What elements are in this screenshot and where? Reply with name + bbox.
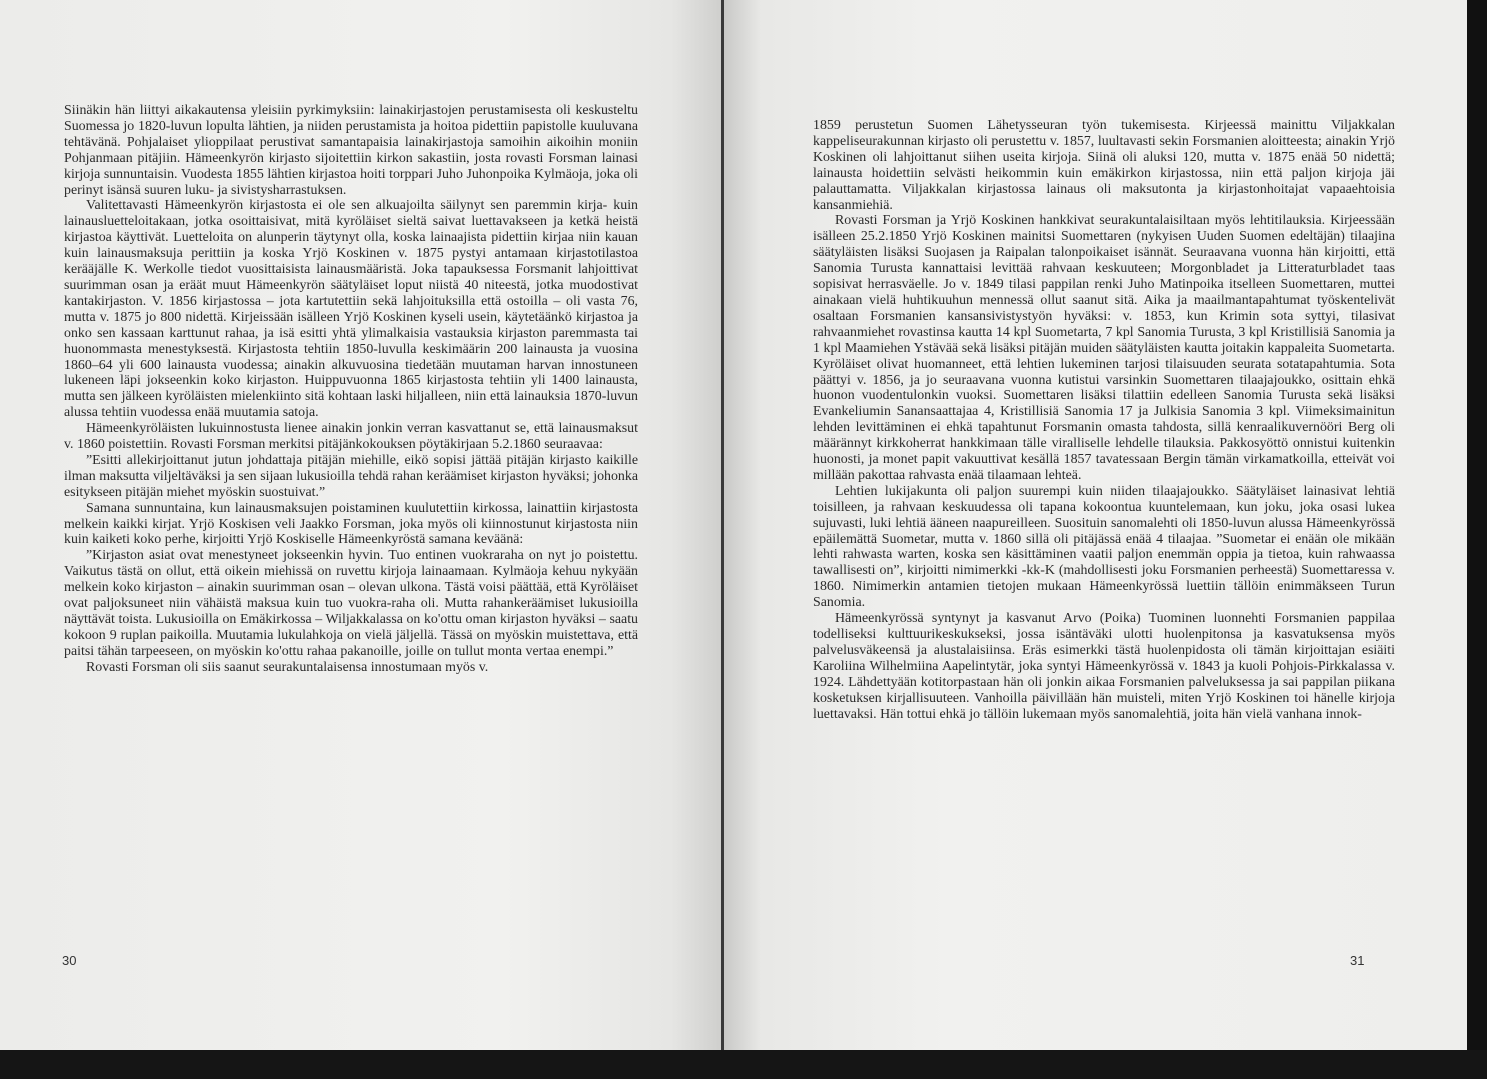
quote-paragraph: ”Esitti allekirjoittanut jutun johdattaja pitäjän miehille, eikö sopisi jättää pitäjän kirjasto kaikille ilman maksutta viljeltäväksi ja sen sijaan lukusioilla tehdä rahan keräämiset kirjaston hyväksi; johonka esitykseen pitäjän miehet myöskin suostuivat.” xyxy=(64,452,638,500)
page-number-right: 31 xyxy=(1350,953,1365,968)
paragraph: Valitettavasti Hämeenkyrön kirjastosta ei ole sen alkuajoilta säilynyt sen paremmin kirja- kuin lainausluetteloitakaan, jotka osoittaisivat, mitä kyröläiset sieltä saivat luettavakseen ja ketkä heistä kirjastoa käyttivät. Luetteloita on alunperin täytynyt olla, koska lainaajista pidettiin kirjaa niin kauan kuin lainausmaksuja perittiin ja koska Yrjö Koskinen v. 1875 pystyi antamaan kirjastotilastoa kerääjälle K. Werkolle tiedot vuosittaisista lainausmääristä. Joka tapauksessa Forsmanit lahjoittivat suurimman osan ja eräät muut Hämeenkyrön säätyläiset loput niistä 40 niteestä, jotka muodostivat kantakirjaston. V. 1856 kirjastossa – jota kartutettiin sekä lahjoituksilla että ostoilla – oli vasta 76, mutta v. 1875 jo 800 nidettä. Kirjeissään isälleen Yrjö Koskinen kyseli usein, käytetäänkö kirjastoa ja onko sen kassaan karttunut rahaa, ja isä esitti yhtä ylimalkaisia vastauksia kirjaston paremmasta tai huonommasta menestyksestä. Kirjastosta tehtiin 1850-luvulla keskimäärin 200 lainausta ja vuosina 1860–64 yli 600 lainausta vuodessa; ainakin alkuvuosina tiedetään muutaman harvan innostuneen lukeneen läpi jokseenkin koko kirjaston. Huippuvuonna 1865 kirjastosta tehtiin yli 1400 lainausta, mutta sen jälkeen kyröläisten mielenkiinto sitä kohtaan laski hiljalleen, niin että lainauksia 1870-luvun alussa tehtiin vuodessa enää muutamia satoja. xyxy=(64,198,638,421)
paragraph: 1859 perustetun Suomen Lähetysseuran työn tukemisesta. Kirjeessä mainittu Viljakkalan kappeliseurakunnan kirjasto oli perustettu v. 1857, luultavasti sekin Forsmanien aloitteesta; ainakin Yrjö Koskinen oli lahjoittanut siihen useita kirjoja. Siinä oli aluksi 120, mutta v. 1875 enää 50 nidettä; lainausta hoidettiin selvästi heikommin kuin emäkirkon kirjastossa, niin että paljon kirjoja jäi palauttamatta. Viljakkalan kirjastossa lainaus oli maksutonta ja kirjastonhoitajat vapaaehtoisia kansanmiehiä. xyxy=(813,118,1395,213)
paragraph: Hämeenkyröläisten lukuinnostusta lienee ainakin jonkin verran kasvattanut se, että lainausmaksut v. 1860 poistettiin. Rovasti Forsman merkitsi pitäjänkokouksen pöytäkirjaan 5.2.1860 seuraavaa: xyxy=(64,421,638,453)
right-page-text xyxy=(813,118,1395,722)
paragraph: Siinäkin hän liittyi aikakautensa yleisiin pyrkimyksiin: lainakirjastojen perustamisesta oli keskusteltu Suomessa jo 1820-luvun lopulta lähtien, ja niiden perustamista ja hoitoa pidettiin papistolle kuuluvana tehtävänä. Pohjalaiset ylioppilaat perustivat samantapaisia lainakirjastoja samoihin aikoihin moniin Pohjanmaan pitäjiin. Hämeenkyrön kirjasto sijoitettiin kirkon sakastiin, josta rovasti Forsman lainasi kirjoja sunnuntaisin. Vuodesta 1855 lähtien kirjastoa hoiti torppari Juho Juhonpoika Kylmäoja, joka oli perinyt isänsä suuren luku- ja sivistysharrastuksen. xyxy=(64,103,638,198)
scan-background-right xyxy=(1467,0,1487,1079)
left-page-text xyxy=(64,103,638,676)
right-page xyxy=(724,0,1467,1050)
scan-background-bottom xyxy=(0,1050,1487,1079)
page-number-left: 30 xyxy=(62,953,77,968)
paragraph: Rovasti Forsman ja Yrjö Koskinen hankkivat seurakuntalaisiltaan myös lehtitilauksia. Kirjeessään isälleen 25.2.1850 Yrjö Koskinen mainitsi Suomettaren (nykyisen Uuden Suomen edeltäjän) tilaajina säätyläisten lisäksi Suojasen ja Raipalan talonpoikaiset isännät. Seuraavana vuonna hän kirjoitti, että Sanomia Turusta kannattaisi levittää rahvaan keskuuteen; Morgonbladet ja Litteraturbladet taas sopisivat herrasväelle. Jo v. 1849 tilasi pappilan renki Juho Matinpoika itselleen Suomettaren, muttei ainakaan vielä huhtikuuhun mennessä ollut saanut sitä. Aika ja maailmantapahtumat työskentelivät osaltaan Forsmanien kansansivistystyön hyväksi: v. 1853, kun Krimin sota syttyi, tilasivat rahvaanmiehet rovastinsa kautta 14 kpl Suometarta, 7 kpl Sanomia Turusta, 3 kpl Kristillisiä Sanomia ja 1 kpl Maamiehen Ystävää sekä lisäksi pitäjän muiden säätyläisten kautta joitakin kappaleita Suometarta. Kyröläiset olivat huomanneet, että lehtien lukeminen tarjosi tilaisuuden seurata sotatapahtumia. Sota päättyi v. 1856, ja jo seuraavana vuonna kutistui varsinkin Suomettaren tilaajajoukko, osittain ehkä huonon vuodentulonkin vuoksi. Suomettaren lisäksi tilattiin edelleen Sanomia Turusta sekä lisäksi Evankeliumin Sanansaattajaa 4, Kristillisiä Sanomia 17 ja Julkisia Sanomia 3 kpl. Viimeksimainitun lehden levittäminen ei ehkä tapahtunut Forsmanin omasta tahdosta, sillä kenraalikuvernööri Berg oli määrännyt kirkkoherrat hankkimaan tälle viralliselle lehdelle tilauksia. Pakkosyöttö onnistui kuitenkin huonosti, ja monet papit vakuuttivat kesällä 1857 tavatessaan Bergin tämän virkamatkoilla, etteivät voi millään pakottaa rahvasta enää tilaamaan lehteä. xyxy=(813,213,1395,483)
left-page xyxy=(0,0,721,1050)
paragraph: Hämeenkyrössä syntynyt ja kasvanut Arvo (Poika) Tuominen luonnehti Forsmanien pappilaa todelliseksi kulttuurikeskukseksi, jossa isäntäväki ulotti huolenpitonsa ja kasvatuksensa myös palvelusväkeensä ja alustalaisiinsa. Eräs esimerkki tästä huolenpidosta oli tämän kirjoittajan esiäiti Karoliina Wilhelmiina Aapelintytär, joka syntyi Hämeenkyrössä v. 1843 ja kuoli Pohjois-Pirkkalassa v. 1924. Lähdettyään kotitorpastaan hän oli jonkin aikaa Forsmanien palveluksessa ja sai pappilan piikana kosketuksen kirjallisuuteen. Vanhoilla päivillään hän muisteli, miten Yrjö Koskinen toi hänelle kirjoja luettavaksi. Hän tottui ehkä jo tällöin lukemaan myös sanomalehtiä, joita hän vielä vanhana innok- xyxy=(813,611,1395,722)
quote-paragraph: ”Kirjaston asiat ovat menestyneet jokseenkin hyvin. Tuo entinen vuokraraha on nyt jo poistettu. Vaikutus tästä on ollut, että oikein miehissä on ruvettu kirjoja lainaamaan. Kylmäoja kehuu nykyään melkein koko kirjaston – ainakin suurimman osan – olevan ulkona. Tästä voisi päättää, että Kyröläiset ovat paljoksuneet niin vähäistä maksua kuin tuo vuokra-raha oli. Mutta rahankeräämiset lukusioilla näyttävät toista. Lukusioilla on Emäkirkossa – Wiljakkalassa on ko'ottu oman kirjaston hyväksi – saatu kokoon 9 ruplan paikoilla. Muutamia lukulahkoja on vielä jäljellä. Tässä on myöskin muistettava, että paitsi tähän tarpeeseen, on myöskin ko'ottu rahaa pakanoille, joille on tullut monta vertaa enempi.” xyxy=(64,548,638,659)
paragraph: Rovasti Forsman oli siis saanut seurakuntalaisensa innostumaan myös v. xyxy=(86,659,489,675)
paragraph: Samana sunnuntaina, kun lainausmaksujen poistaminen kuulutettiin kirkossa, lainattiin kirjastosta melkein kaikki kirjat. Yrjö Koskisen veli Jaakko Forsman, joka myös oli kiinnostunut kirjastosta niin kuin kaiketi koko perhe, kirjoitti Yrjö Koskiselle Hämeenkyröstä samana keväänä: xyxy=(64,500,638,548)
paragraph: Lehtien lukijakunta oli paljon suurempi kuin niiden tilaajajoukko. Säätyläiset lainasivat lehtiä toisilleen, ja rahvaan keskuudessa oli tapana kokoontua kuuntelemaan, kun joku, joka osasi lukea sujuvasti, luki lehtiä ääneen naapureilleen. Suosituin sanomalehti oli 1850-luvun alussa Hämeenkyrössä epäilemättä Suometar, mutta v. 1860 sillä oli pitäjässä enää 4 tilaajaa. ”Suometar ei enään ole mikään lehti rahwasta warten, koska sen käsittäminen vaatii paljon enemmän oppia ja tietoa, kuin rahwaassa tawallisesti on”, kirjoitti nimimerkki -kk-K (mahdollisesti joku Forsmanien perheestä) Suomettaressa v. 1860. Nimimerkin antamien tietojen mukaan Hämeenkyrössä luettiin tällöin enimmäkseen Turun Sanomia. xyxy=(813,483,1395,611)
